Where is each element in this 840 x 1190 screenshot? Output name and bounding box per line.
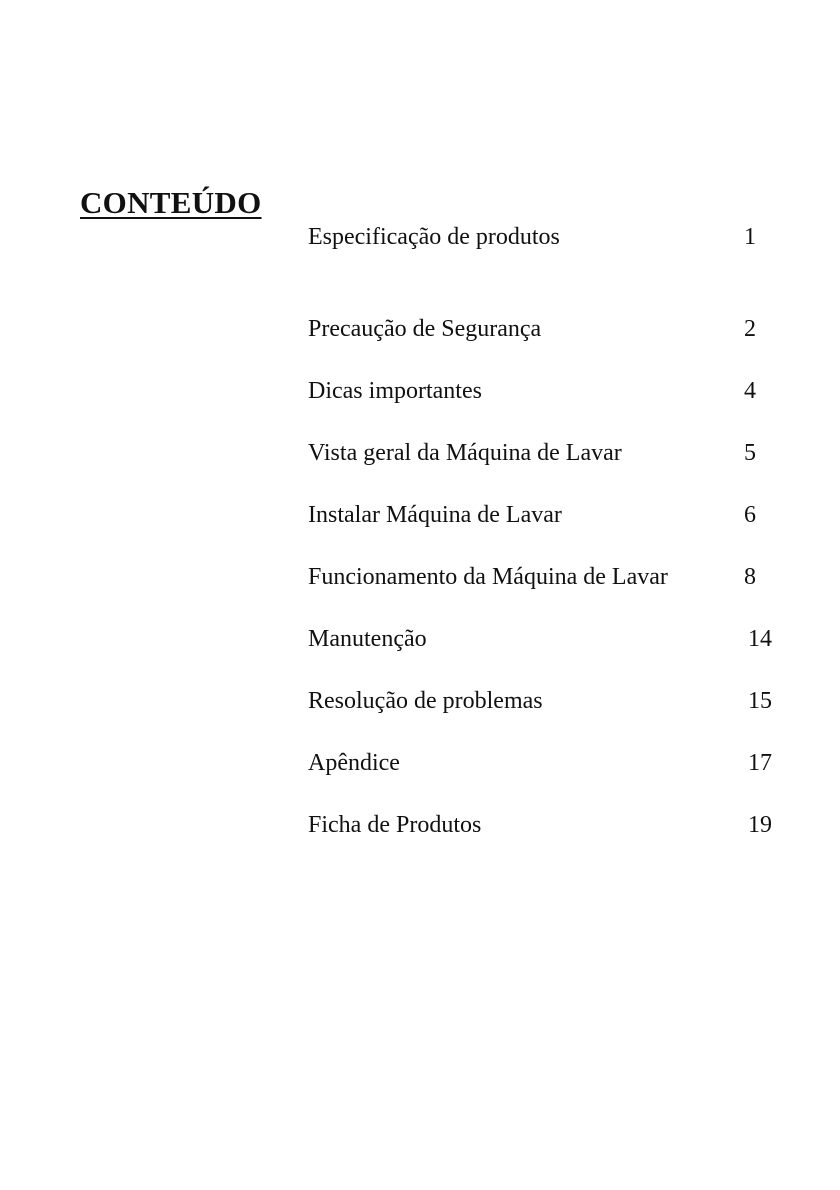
toc-entry-title: Ficha de Produtos xyxy=(308,812,482,838)
toc-entry-ficha[interactable] xyxy=(308,809,772,841)
toc-entry-resolucao[interactable] xyxy=(308,685,772,717)
toc-entry-funcionamento[interactable] xyxy=(308,561,772,593)
toc-entry-title: Vista geral da Máquina de Lavar xyxy=(308,440,622,466)
toc-entry-page-number: 5 xyxy=(744,440,756,466)
toc-entry-apendice[interactable] xyxy=(308,747,772,779)
toc-entry-especificacao[interactable] xyxy=(308,221,772,253)
toc-entry-page-number: 4 xyxy=(744,378,756,404)
toc-entry-instalar[interactable] xyxy=(308,499,772,531)
toc-entry-title: Apêndice xyxy=(308,750,400,776)
toc-entry-title: Precaução de Segurança xyxy=(308,316,542,342)
toc-entry-title: Resolução de problemas xyxy=(308,688,543,714)
toc-entry-title: Especificação de produtos xyxy=(308,224,560,250)
toc-entry-page-number: 8 xyxy=(744,564,756,590)
toc-entry-title: Manutenção xyxy=(308,626,427,652)
toc-entry-title: Instalar Máquina de Lavar xyxy=(308,502,562,528)
toc-entry-dicas[interactable] xyxy=(308,375,772,407)
toc-entry-title: Funcionamento da Máquina de Lavar xyxy=(308,564,668,590)
toc-entry-manutencao[interactable] xyxy=(308,623,772,655)
toc-entry-precaucao[interactable] xyxy=(308,313,772,345)
toc-entry-page-number: 19 xyxy=(748,812,772,838)
toc-entry-page-number: 6 xyxy=(744,502,756,528)
toc-entry-page-number: 17 xyxy=(748,750,772,776)
toc-entry-title: Dicas importantes xyxy=(308,378,482,404)
toc-entry-page-number: 15 xyxy=(748,688,772,714)
page-title: CONTEÚDO xyxy=(80,185,262,220)
toc-entry-page-number: 1 xyxy=(744,224,756,250)
toc-entry-vista-geral[interactable] xyxy=(308,437,772,469)
toc-entry-page-number: 2 xyxy=(744,316,756,342)
toc-entry-page-number: 14 xyxy=(748,626,772,652)
